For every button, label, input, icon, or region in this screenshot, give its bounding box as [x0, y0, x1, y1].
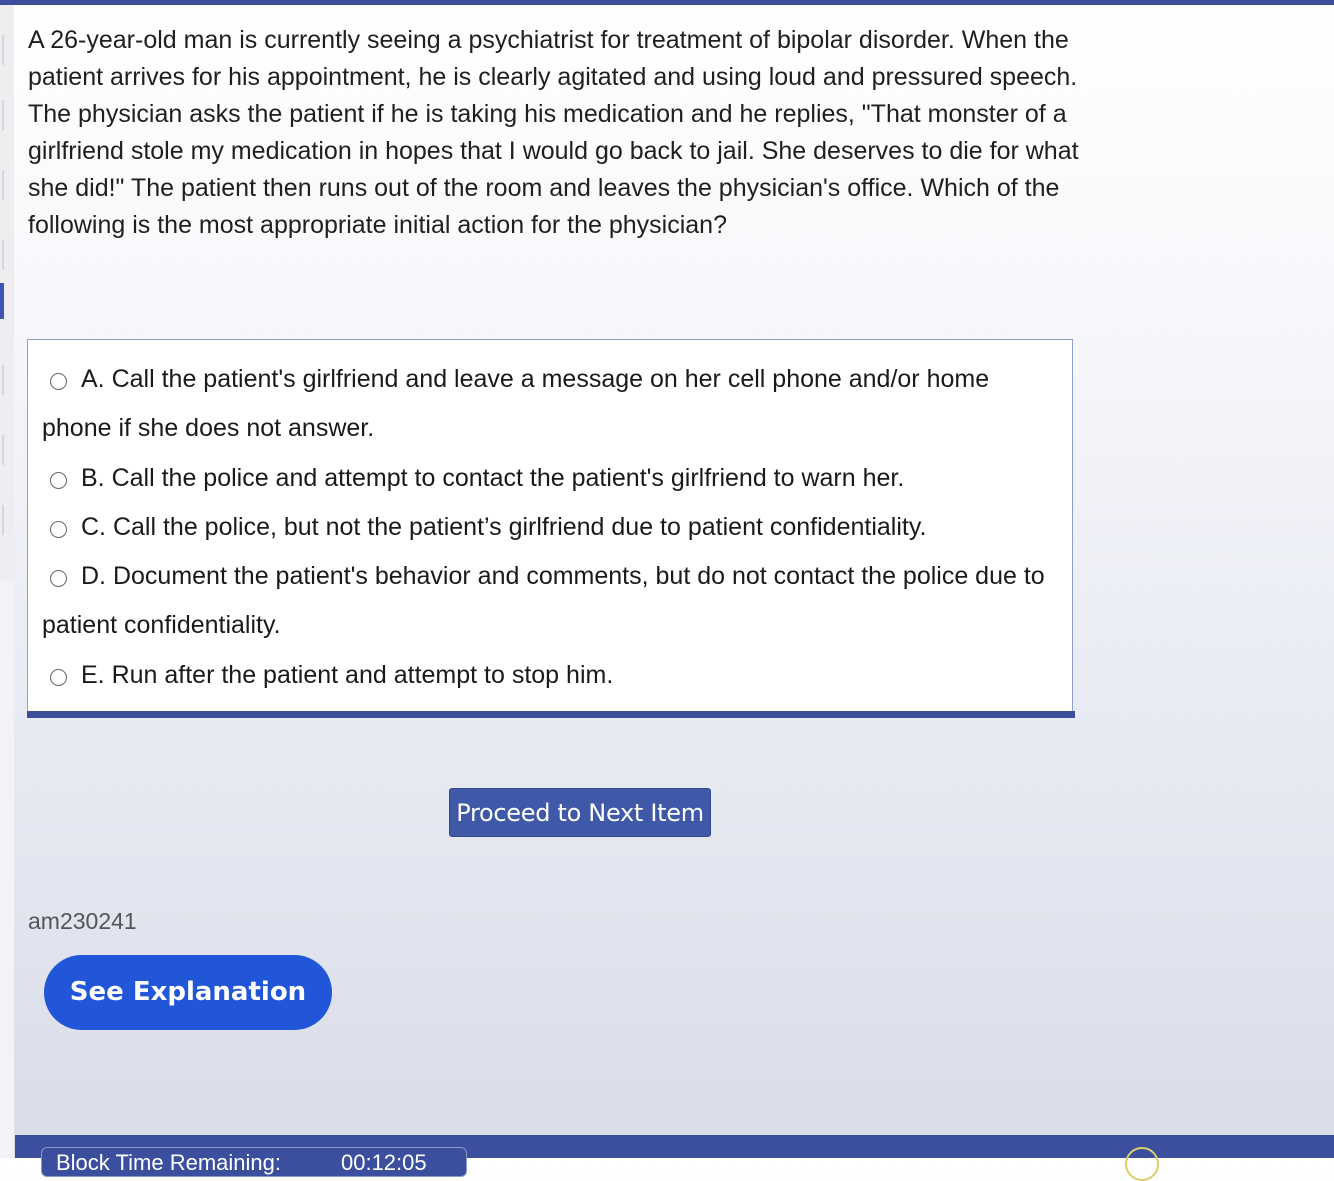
- answer-choices: [27, 339, 1073, 711]
- see-explanation-button[interactable]: See Explanation: [44, 955, 332, 1030]
- choice-letter: E.: [81, 661, 105, 689]
- choice-text: Call the police and attempt to contact the patient's girlfriend to warn her.: [111, 464, 905, 492]
- rail-divider: [2, 240, 4, 270]
- choice-letter: A.: [81, 365, 105, 393]
- rail-divider: [2, 100, 4, 130]
- bottom-toolbar: [15, 1135, 1334, 1175]
- choice-text: Run after the patient and attempt to stop him.: [111, 661, 614, 689]
- answer-box-border: [27, 711, 1075, 718]
- block-time-remaining: [41, 1147, 467, 1177]
- radio-button-icon[interactable]: [50, 521, 67, 538]
- choice-text: Call the patient's girlfriend and leave a message on her cell phone and/or home phone if she does not answer.: [42, 365, 990, 442]
- current-item-indicator: [0, 283, 4, 319]
- choice-letter: C.: [81, 513, 106, 541]
- radio-button-icon[interactable]: [50, 373, 67, 390]
- question-stem: A 26-year-old man is currently seeing a psychiatrist for treatment of bipolar disorder. When the patient arrives for his appointment, he is clearly agitated and using loud and pressured speech. The physician asks the patient if he is taking his medication and he replies, "That monster of a girlfriend stole my medication in hopes that I would go back to jail. She deserves to die for what she did!" The patient then runs out of the room and leaves the physician's office. Which of the following is the most appropriate initial action for the physician?: [28, 26, 1079, 239]
- choice-letter: B.: [81, 464, 105, 492]
- answer-choice-e[interactable]: [42, 651, 1052, 700]
- question-id: am230241: [28, 908, 137, 934]
- block-time-label: Block Time Remaining:: [56, 1150, 281, 1175]
- choice-text: Document the patient's behavior and comments, but do not contact the police due to patient confidentiality.: [42, 562, 1045, 639]
- radio-button-icon[interactable]: [50, 570, 67, 587]
- status-circle-icon[interactable]: [1125, 1147, 1159, 1181]
- rail-divider: [2, 365, 4, 395]
- answer-choice-a[interactable]: [42, 355, 1052, 453]
- answer-choice-d[interactable]: [42, 552, 1052, 650]
- rail-divider: [2, 505, 4, 535]
- proceed-to-next-item-button[interactable]: Proceed to Next Item: [449, 788, 711, 837]
- choice-letter: D.: [81, 562, 106, 590]
- rail-divider: [2, 35, 4, 65]
- radio-button-icon[interactable]: [50, 669, 67, 686]
- rail-divider: [2, 435, 4, 465]
- answer-choice-b[interactable]: [42, 454, 1052, 503]
- answer-choice-c[interactable]: [42, 503, 1052, 552]
- radio-button-icon[interactable]: [50, 472, 67, 489]
- top-bar: [0, 0, 1334, 5]
- rail-divider: [2, 170, 4, 200]
- block-time-value: 00:12:05: [340, 1150, 427, 1175]
- choice-text: Call the police, but not the patient’s girlfriend due to patient confidentiality.: [112, 513, 927, 541]
